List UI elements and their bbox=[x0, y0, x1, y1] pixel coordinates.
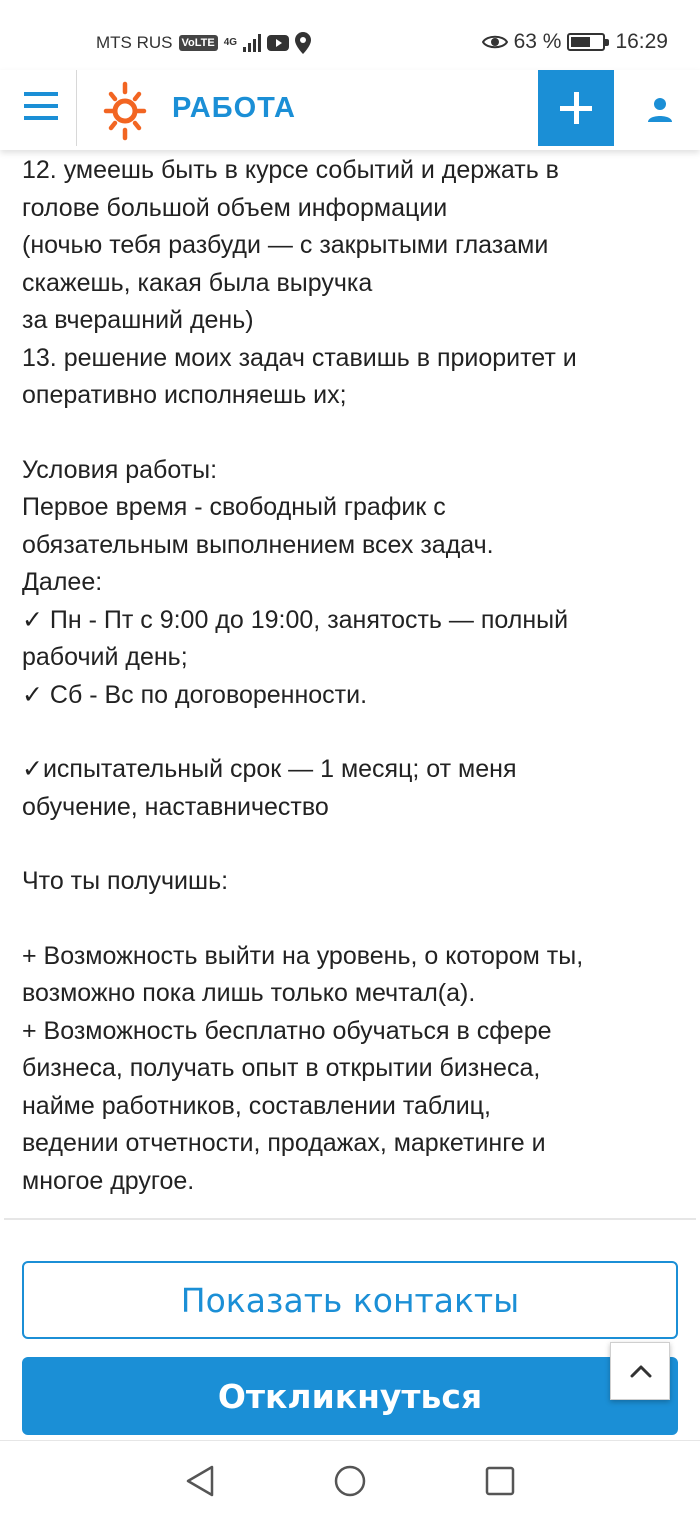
description-line: ✓ Пн - Пт с 9:00 до 19:00, занятость — полный bbox=[22, 605, 569, 634]
description-line: 13. решение моих задач ставишь в приоритет и bbox=[22, 343, 577, 372]
description-line: (ночью тебя разбуди — с закрытыми глазами bbox=[22, 231, 549, 259]
description-gap bbox=[22, 415, 682, 452]
description-line: Условия работы: bbox=[22, 455, 218, 484]
battery-percent: 63 % bbox=[513, 30, 562, 53]
clock: 16:29 bbox=[615, 30, 668, 53]
description-line: + Возможность выйти на уровень, о котором ты, bbox=[22, 941, 584, 970]
home-icon[interactable] bbox=[332, 1463, 368, 1499]
description-gap bbox=[22, 826, 682, 863]
description-line: ✓ Сб - Вс по договоренности. bbox=[22, 680, 368, 709]
chevron-up-icon bbox=[611, 1343, 671, 1401]
respond-button[interactable]: Откликнуться bbox=[22, 1357, 678, 1435]
header-divider bbox=[76, 70, 77, 146]
description-line: бизнеса, получать опыт в открытии бизнеса, bbox=[22, 1054, 541, 1082]
description-line: обучение, наставничество bbox=[22, 792, 329, 821]
description-line: обязательным выполнением всех задач. bbox=[22, 530, 494, 559]
recents-icon[interactable] bbox=[482, 1463, 518, 1499]
description-line: голове большой объем информации bbox=[22, 193, 448, 222]
eye-icon bbox=[482, 33, 508, 51]
description-line: Далее: bbox=[22, 568, 103, 596]
vacancy-description bbox=[22, 152, 682, 1200]
status-right bbox=[482, 30, 668, 54]
description-line: 12. умеешь быть в курсе событий и держать в bbox=[22, 156, 559, 184]
description-line: возможно пока лишь только мечтал(а). bbox=[22, 979, 476, 1007]
system-nav-bar bbox=[0, 1440, 700, 1517]
add-button[interactable] bbox=[538, 70, 614, 146]
user-icon[interactable] bbox=[646, 96, 674, 124]
network-type-label: 4G bbox=[223, 37, 238, 48]
description-gap bbox=[22, 714, 682, 751]
youtube-icon bbox=[267, 35, 289, 51]
volte-icon: VoLTE bbox=[179, 35, 218, 51]
description-line: ведении отчетности, продажах, маркетинге и bbox=[22, 1129, 546, 1157]
description-gap bbox=[22, 901, 682, 938]
description-line: многое другое. bbox=[22, 1166, 195, 1195]
app-header bbox=[0, 70, 700, 150]
logo-icon[interactable] bbox=[102, 80, 148, 142]
description-line: скажешь, какая была выручка bbox=[22, 268, 373, 297]
description-line: + Возможность бесплатно обучаться в сфере bbox=[22, 1016, 552, 1045]
battery-icon bbox=[567, 33, 605, 51]
description-line: найме работников, составлении таблиц, bbox=[22, 1091, 491, 1120]
description-line: за вчерашний день) bbox=[22, 306, 254, 334]
show-contacts-button[interactable]: Показать контакты bbox=[22, 1261, 678, 1339]
description-line: оперативно исполняешь их; bbox=[22, 381, 347, 409]
status-left bbox=[96, 32, 311, 54]
description-line: Первое время - свободный график с bbox=[22, 493, 446, 521]
carrier-label: MTS RUS bbox=[96, 33, 173, 52]
battery-fill bbox=[571, 37, 590, 47]
scroll-to-top-button[interactable] bbox=[610, 1342, 670, 1400]
description-line: ✓испытательный срок — 1 месяц; от меня bbox=[22, 755, 517, 783]
description-line: рабочий день; bbox=[22, 643, 188, 671]
location-icon bbox=[295, 32, 311, 54]
content-divider bbox=[4, 1218, 696, 1220]
signal-icon bbox=[243, 34, 261, 52]
brand-title[interactable]: РАБОТА bbox=[172, 92, 296, 124]
back-icon[interactable] bbox=[182, 1463, 218, 1499]
description-line: Что ты получишь: bbox=[22, 867, 229, 895]
menu-icon[interactable] bbox=[24, 92, 58, 126]
